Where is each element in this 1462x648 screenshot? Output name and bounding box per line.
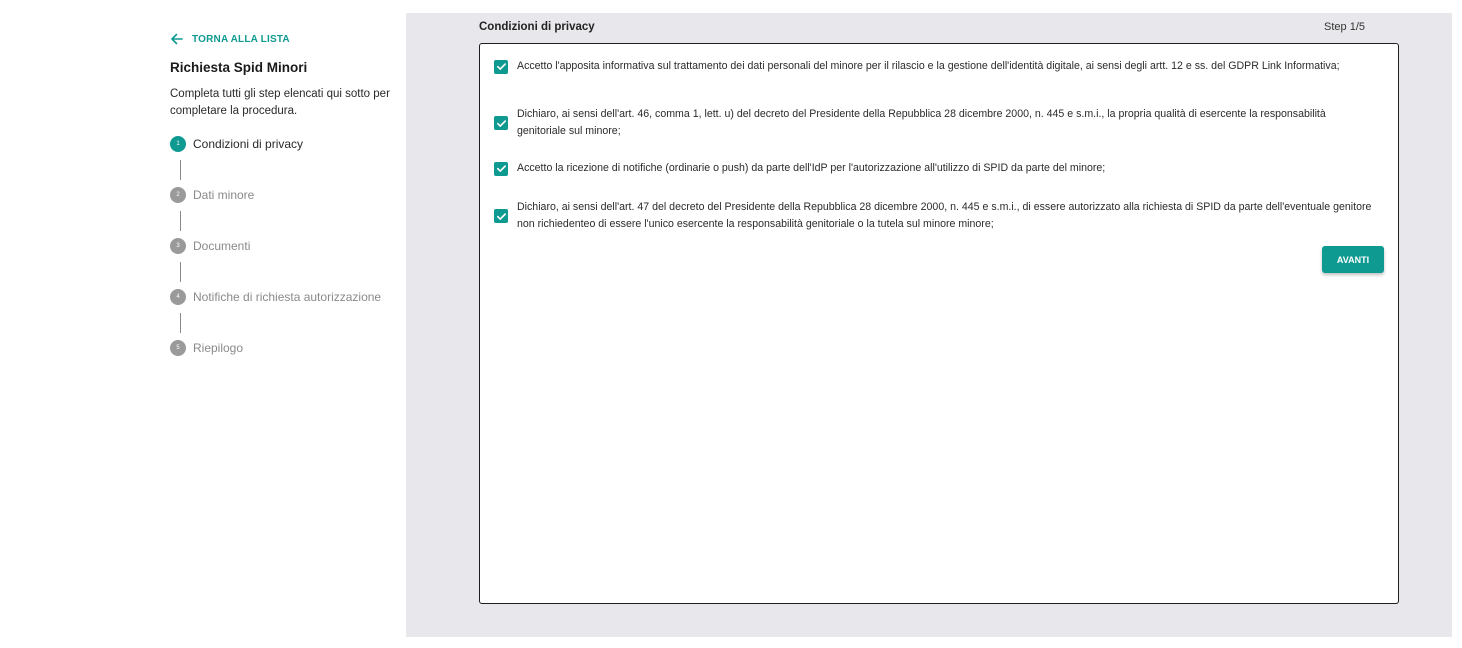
step-connector xyxy=(180,160,181,180)
consent-checkbox[interactable] xyxy=(494,116,508,130)
panel-header xyxy=(479,21,1365,35)
step-connector xyxy=(180,313,181,333)
step-dati-minore[interactable] xyxy=(170,186,395,204)
step-label: Riepilogo xyxy=(193,341,244,355)
check-icon xyxy=(496,163,507,174)
consent-text: Dichiaro, ai sensi dell'art. 47 del decreto del Presidente della Repubblica 28 dicembre 2000, n. 445 e s.m.i., di essere autorizzato alla richiesta di SPID da parte dell'eventuale genitore non richiedenteo di essere l'unico esercente la responsabilità genitoriale o la tutela sul minore minore; xyxy=(517,201,1372,230)
consent-text: Dichiaro, ai sensi dell'art. 46, comma 1, lett. u) del decreto del Presidente della Repubblica 28 dicembre 2000, n. 445 e s.m.i., la propria qualità di esercente la responsabilità genitoriale sul minore; xyxy=(517,108,1326,137)
step-connector xyxy=(180,262,181,282)
consent-text: Accetto la ricezione di notifiche (ordinarie o push) da parte dell'IdP per l'autorizzazione all'utilizzo di SPID da parte del minore; xyxy=(517,162,1106,174)
main-panel xyxy=(406,13,1452,637)
privacy-consents-card xyxy=(479,43,1399,604)
step-label: Documenti xyxy=(193,239,251,253)
step-number-badge: 4 xyxy=(170,289,186,305)
step-number-badge: 5 xyxy=(170,340,186,356)
consent-notifiche xyxy=(494,160,1374,177)
check-icon xyxy=(496,61,507,72)
step-label: Dati minore xyxy=(193,188,255,202)
back-to-list-link[interactable] xyxy=(170,30,395,48)
step-indicator: Step 1/5 xyxy=(1324,21,1365,33)
step-number-badge: 3 xyxy=(170,238,186,254)
page-title: Richiesta Spid Minori xyxy=(170,60,308,75)
step-connector xyxy=(180,211,181,231)
consent-responsabilita-genitoriale xyxy=(494,106,1374,140)
step-label: Condizioni di privacy xyxy=(193,137,304,151)
step-condizioni-privacy[interactable] xyxy=(170,135,395,153)
sidebar xyxy=(170,30,395,357)
consent-checkbox[interactable] xyxy=(494,60,508,74)
consent-checkbox[interactable] xyxy=(494,162,508,176)
step-riepilogo[interactable] xyxy=(170,339,395,357)
back-link-label: TORNA ALLA LISTA xyxy=(192,33,290,45)
page-description: Completa tutti gli step elencati qui sotto per completare la procedura. xyxy=(170,88,390,117)
step-label: Notifiche di richiesta autorizzazione xyxy=(193,290,382,304)
avanti-button[interactable]: AVANTI xyxy=(1322,246,1384,273)
check-icon xyxy=(496,118,507,129)
consent-text: Accetto l'apposita informativa sul trattamento dei dati personali del minore per il rilascio e la gestione dell'identità digitale, ai sensi degli artt. 12 e ss. del GDPR Link Informativa; xyxy=(517,60,1340,72)
stepper xyxy=(170,135,395,357)
section-title: Condizioni di privacy xyxy=(479,21,595,33)
check-icon xyxy=(496,211,507,222)
consent-informativa xyxy=(494,58,1374,75)
consent-checkbox[interactable] xyxy=(494,209,508,223)
step-notifiche[interactable] xyxy=(170,288,395,306)
step-number-badge: 2 xyxy=(170,187,186,203)
step-number-badge: 1 xyxy=(170,136,186,152)
consent-autorizzazione xyxy=(494,199,1374,233)
step-documenti[interactable] xyxy=(170,237,395,255)
arrow-left-icon xyxy=(170,32,184,46)
